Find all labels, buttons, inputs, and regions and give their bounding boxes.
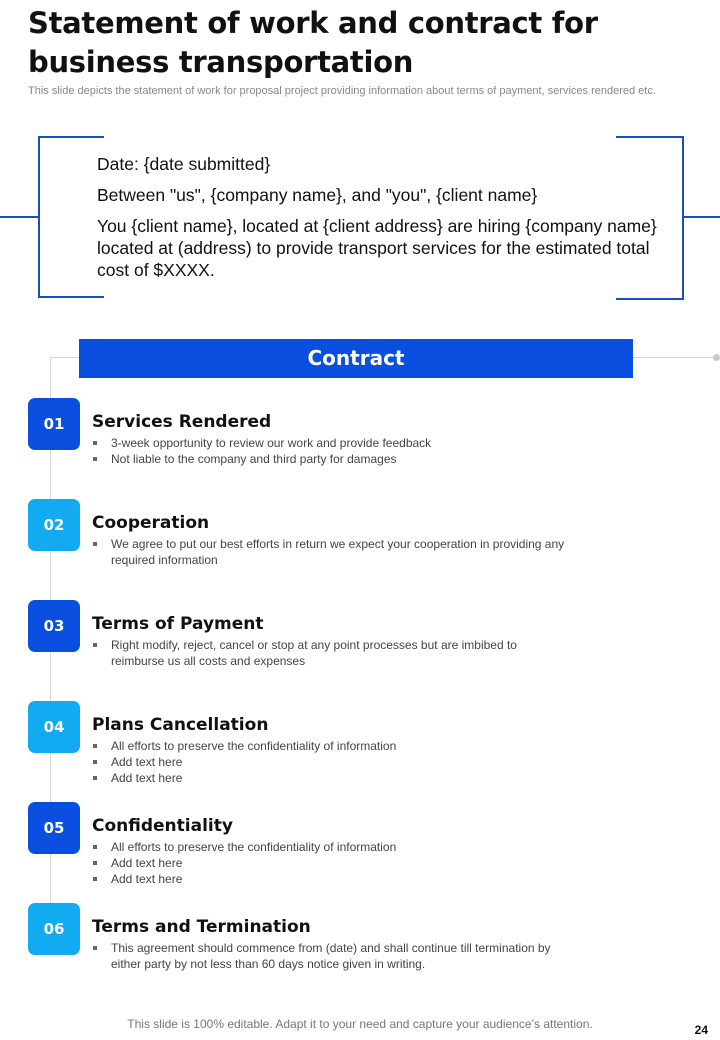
item-bullets [92, 536, 572, 568]
page-number: 24 [694, 1023, 708, 1037]
bullet-item: We agree to put our best efforts in return we expect your cooperation in providing any required information [92, 536, 572, 568]
item-bullets [92, 940, 572, 972]
date-line: Date: {date submitted} [97, 154, 271, 174]
item-number-badge: 03 [28, 600, 80, 652]
item-title: Terms and Termination [92, 917, 311, 937]
item-bullets [92, 435, 592, 467]
bullet-item: Add text here [92, 871, 592, 887]
item-title: Services Rendered [92, 412, 272, 432]
bullet-item: This agreement should commence from (date) and shall continue till termination by either party by not less than 60 days notice given in writing. [92, 940, 572, 972]
item-title: Confidentiality [92, 816, 233, 836]
engagement-line: You {client name}, located at {client address} are hiring {company name} located at (address) to provide transport services for the estimated total cost of $XXXX. [97, 216, 657, 280]
left-connector-line [0, 216, 38, 218]
left-bracket [38, 136, 104, 298]
item-title: Plans Cancellation [92, 715, 269, 735]
page-title: Statement of work and contract for business transportation [28, 6, 598, 79]
parties-line: Between "us", {company name}, and "you", {client name} [97, 185, 538, 205]
item-number-badge: 01 [28, 398, 80, 450]
bullet-item: 3-week opportunity to review our work and provide feedback [92, 435, 592, 451]
contract-heading: Contract [79, 339, 633, 378]
bullet-item: All efforts to preserve the confidentiality of information [92, 738, 592, 754]
footer-note: This slide is 100% editable. Adapt it to your need and capture your audience’s attention. [127, 1017, 593, 1031]
item-number-badge: 05 [28, 802, 80, 854]
info-text [97, 153, 657, 290]
item-number-badge: 02 [28, 499, 80, 551]
item-bullets [92, 738, 592, 786]
right-connector-line [684, 216, 720, 218]
item-title: Terms of Payment [92, 614, 264, 634]
bullet-item: Add text here [92, 855, 592, 871]
bullet-item: Right modify, reject, cancel or stop at any point processes but are imbibed to reimburse us all costs and expenses [92, 637, 562, 669]
timeline-end-dot [713, 354, 720, 361]
item-bullets [92, 637, 562, 669]
item-title: Cooperation [92, 513, 210, 533]
page-subtitle: This slide depicts the statement of work for proposal project providing information about terms of payment, services rendered etc. [28, 85, 656, 97]
bullet-item: Not liable to the company and third party for damages [92, 451, 592, 467]
bullet-item: Add text here [92, 770, 592, 786]
bullet-item: Add text here [92, 754, 592, 770]
item-number-badge: 04 [28, 701, 80, 753]
bullet-item: All efforts to preserve the confidentiality of information [92, 839, 592, 855]
item-bullets [92, 839, 592, 887]
item-number-badge: 06 [28, 903, 80, 955]
